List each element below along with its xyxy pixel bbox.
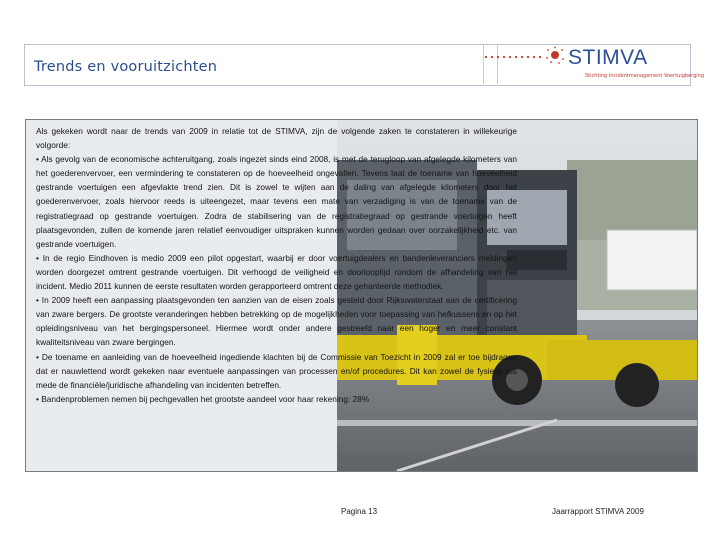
stimva-logo <box>544 46 705 82</box>
logo-mark-icon <box>544 46 566 82</box>
header-divider <box>483 44 484 84</box>
bullet-complaints: • De toename en aanleiding van de hoeveelheid ingediende klachten bij de Commissie van Toezicht in 2009 zal er toe bijdragen dat er nauwlettend wordt gekeken naar eventuele aanpassingen van processen en/of procedures. Dit kan zowel de fysieke als mede de financiële/juridische afhandeling van incidenten betreffen. <box>36 351 517 390</box>
logo-subtitle: Stichting Incidentmanagement Voertuigberging <box>585 73 705 79</box>
bullet-tyre-problems: • Bandenproblemen nemen bij pechgevallen het grootste aandeel voor haar rekening: 28% <box>36 393 370 404</box>
header-divider <box>497 44 498 84</box>
report-name: Jaarrapport STIMVA 2009 <box>552 507 644 516</box>
content-box <box>25 119 698 472</box>
bullet-eindhoven-pilot: • In de regio Eindhoven is medio 2009 een pilot opgestart, waarbij er door voertuigdealers en bandenleveranciers meldingen worden doorgezet omtrent gestrande voertuigen. Dit verhoogd de veiligheid en doorlooptijd rondom de afhandeling van het incident. Medio 2011 kunnen de eerste resultaten worden gerapporteerd omtrent deze gehanteerde methodiek. <box>36 252 517 292</box>
logo-text: STIMVA <box>568 46 648 69</box>
page-title: Trends en vooruitzichten <box>34 59 218 75</box>
body-text <box>36 124 517 406</box>
intro-paragraph: Als gekeken wordt naar de trends van 2009 in relatie tot de STIMVA, zijn de volgende zaken te constateren in willekeurige volgorde: <box>36 126 517 151</box>
bullet-certification: • In 2009 heeft een aanpassing plaatsgevonden ten aanzien van de eisen zoals gesteld door Rijkswaterstaat aan de certificering van zware bergers. De grootste veranderingen hebben betrekking op de mogelijkheden voor toepassing van hefkussens en op het opleidingsniveau van het bergingspersoneel. Hiermee wordt onder andere gestreefd naar een hoger en meer constant kwaliteitsniveau van zware bergingen. <box>36 295 517 348</box>
page-number: Pagina 13 <box>341 507 378 516</box>
bullet-economy: • Als gevolg van de economische achteruitgang, zoals ingezet sinds eind 2008, is met de terugloop van afgelegde kilometers van het goederenvervoer, een vermindering te constateren op de hoeveelheid ongevallen. Tevens laat de toename van hoeveelheid gestrande voertuigen een afgevlakte trend zien. Dit is zowel te wijten aan de daling van afgelegde kilometers door het goederenvervoer, zoals hiervoor reeds is uiteengezet, maar tevens een mate van verzadiging is van de toename van de registratiegraad op gestrande voertuigen. Zodra de stabilisering van de registratiegraad op gestrande voertuigen heeft plaatsgevonden, zullen de komende jaren relatief eenvoudiger uitspraken kunnen worden gedaan over oorzakelijkheid etc. van gestrande voertuigen. <box>36 154 517 249</box>
